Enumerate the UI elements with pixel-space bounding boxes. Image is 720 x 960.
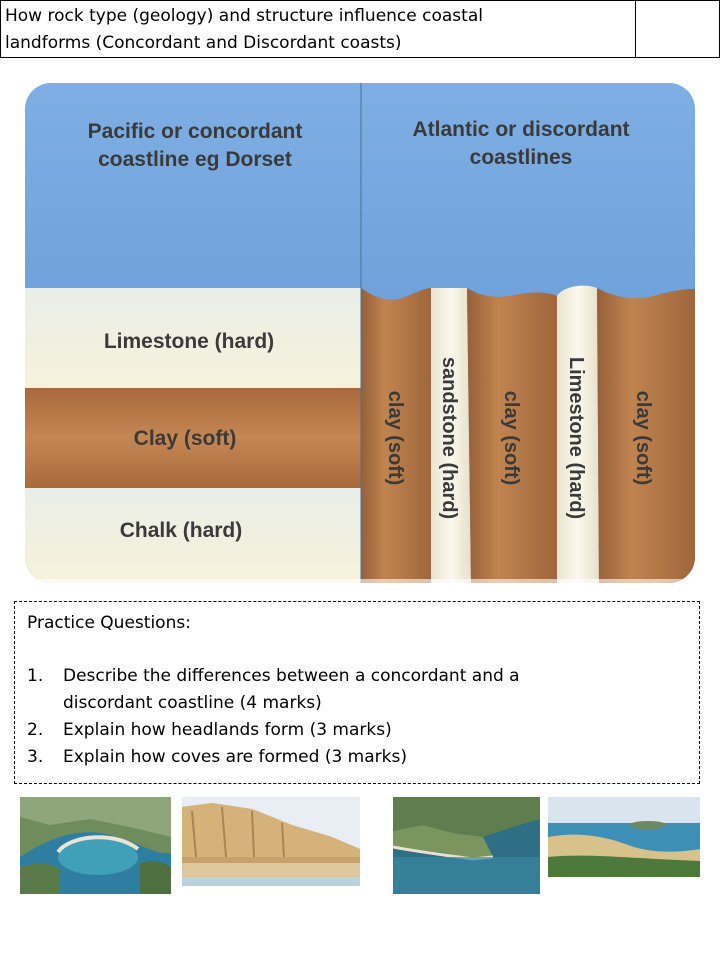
worksheet-title bbox=[1, 1, 636, 58]
questions-heading: Practice Questions: bbox=[27, 613, 191, 633]
question-number: 1. bbox=[27, 666, 44, 686]
limestone-band-label: Limestone (hard) bbox=[565, 356, 587, 520]
practice-questions-box bbox=[14, 601, 700, 784]
title-line-1: How rock type (geology) and structure influence coastal bbox=[5, 6, 483, 26]
question-text-line-2: discordant coastline (4 marks) bbox=[63, 693, 322, 713]
question-number: 2. bbox=[27, 720, 44, 740]
clay-band-2-label: clay (soft) bbox=[500, 390, 522, 486]
concordant-heading-line-2: coastline eg Dorset bbox=[98, 148, 292, 171]
question-item bbox=[27, 744, 699, 771]
coastline-diagram bbox=[25, 83, 695, 583]
discordant-heading-line-1: Atlantic or discordant bbox=[412, 118, 630, 141]
question-text-line-1: Explain how headlands form (3 marks) bbox=[63, 720, 392, 740]
headland-aerial-photo bbox=[393, 797, 540, 894]
bay-beach-photo bbox=[548, 797, 700, 877]
clay-band-1-label: clay (soft) bbox=[384, 390, 406, 486]
question-item bbox=[27, 717, 699, 744]
question-text-line-1: Explain how coves are formed (3 marks) bbox=[63, 747, 407, 767]
question-number: 3. bbox=[27, 747, 44, 767]
concordant-heading-line-1: Pacific or concordant bbox=[87, 120, 303, 143]
title-line-2: landforms (Concordant and Discordant coasts) bbox=[5, 33, 402, 53]
questions-list bbox=[27, 663, 699, 771]
clay-band-3-label: clay (soft) bbox=[632, 390, 654, 486]
chalk-label: Chalk (hard) bbox=[119, 519, 243, 542]
empty-header-cell bbox=[635, 1, 719, 58]
limestone-label: Limestone (hard) bbox=[103, 330, 275, 353]
sandstone-band-label: sandstone (hard) bbox=[438, 356, 460, 520]
cliff-photo bbox=[182, 797, 360, 886]
header-table bbox=[0, 0, 720, 58]
clay-label: Clay (soft) bbox=[133, 427, 237, 450]
cove-aerial-photo bbox=[20, 797, 171, 894]
question-item bbox=[27, 663, 699, 717]
discordant-heading-line-2: coastlines bbox=[469, 146, 573, 169]
question-text-line-1: Describe the differences between a concordant and a bbox=[63, 666, 520, 686]
